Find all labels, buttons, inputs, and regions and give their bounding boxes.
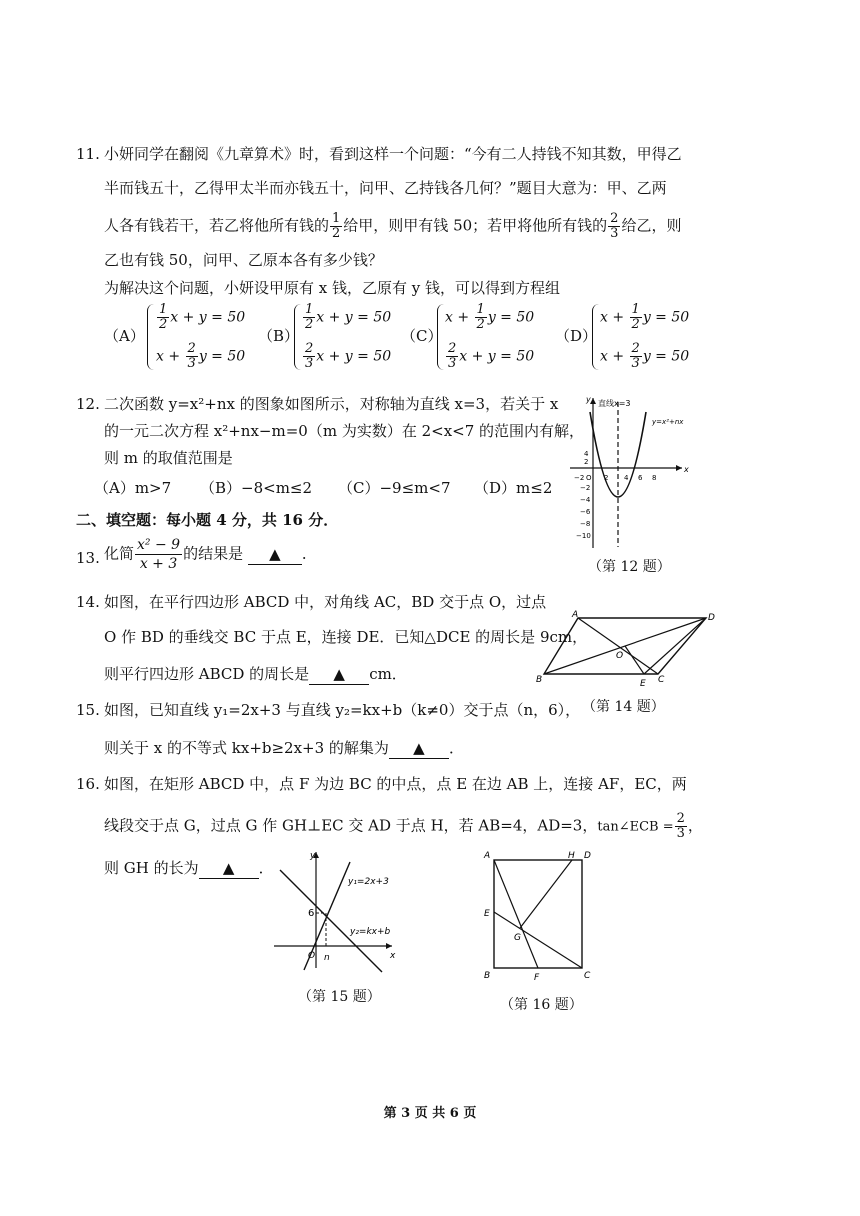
y-tick-neg8: −8 xyxy=(580,520,591,528)
y-tick-neg6: −6 xyxy=(580,508,591,516)
rectangle-abcd xyxy=(494,860,582,968)
option-a-eq2: x + $\frac{2}{3}$ y = 50 xyxy=(156,341,246,371)
y-tick-neg10: −10 xyxy=(576,532,591,540)
q16-line3: 则 GH 的长为 ▲ ． xyxy=(104,859,274,877)
q12-caption: （第 12 题） xyxy=(588,559,671,575)
label-h: H xyxy=(568,851,575,861)
q11-option-a-label: （A） xyxy=(104,327,145,345)
six-label: 6 xyxy=(308,908,315,919)
q11-line5: 为解决这个问题，小妍设甲原有 x 钱，乙原有 y 钱，可以得到方程组 xyxy=(104,279,561,297)
option-b-brace xyxy=(294,304,301,370)
x-axis-label: x xyxy=(684,465,689,474)
q12-number: 12. xyxy=(76,395,100,413)
label-f: F xyxy=(534,973,540,983)
option-c-eq2: $\frac{2}{3}$ x + y = 50 xyxy=(448,341,535,371)
symmetry-axis-label: 直线x=3 xyxy=(598,399,631,408)
label-g: G xyxy=(514,933,521,943)
q13-denominator: x + 3 xyxy=(139,556,178,572)
q16-line1: 如图，在矩形 ABCD 中，点 F 为边 BC 的中点，点 E 在边 AB 上，连接 AF，EC，两 xyxy=(104,775,687,793)
y-axis-label: y xyxy=(310,851,316,861)
q16-caption: （第 16 题） xyxy=(500,997,583,1013)
q14-caption: （第 14 题） xyxy=(582,699,665,715)
y2-label: y₂=kx+b xyxy=(350,927,391,937)
option-d-eq1: x + $\frac{1}{2}$ y = 50 xyxy=(600,302,690,332)
curve-label: y=x²+nx xyxy=(652,418,684,426)
q13-numerator: x² − 9 xyxy=(137,537,181,553)
q12-line1: 二次函数 y=x²+nx 的图象如图所示，对称轴为直线 x=3，若关于 x xyxy=(104,395,559,413)
q13-suffix: 的结果是 xyxy=(183,544,244,563)
q11-option-b-label: （B） xyxy=(258,327,300,345)
fraction-one-half: $\frac{1}{2}$ xyxy=(332,211,341,241)
q12-line3: 则 m 的取值范围是 xyxy=(104,449,233,467)
q12-line2: 的一元二次方程 x²+nx−m=0（m 为实数）在 2<x<7 的范围内有解， xyxy=(104,422,585,440)
label-d: D xyxy=(708,613,715,623)
q13-body: 化简 $\frac{\text{x² − 9}}{x + 3}$ 的结果是 ▲ ． xyxy=(104,537,317,572)
q15-answer-blank[interactable]: ▲ xyxy=(389,738,449,759)
q14-number: 14. xyxy=(76,593,100,611)
y-axis-label: y xyxy=(586,395,591,404)
fraction-two-thirds-tan: $\frac{2}{3}$ xyxy=(676,811,685,841)
q14-line3: 则平行四边形 ABCD 的周长是 ▲ cm． xyxy=(104,665,407,683)
option-a-eq1: $\frac{1}{2}$ x + y = 50 xyxy=(159,302,246,332)
q15-caption: （第 15 题） xyxy=(298,989,381,1005)
label-e: E xyxy=(484,909,490,919)
label-e: E xyxy=(640,679,646,689)
tan-ecb: tan∠ECB = xyxy=(597,819,674,835)
q13-number: 13. xyxy=(76,549,100,567)
label-o: O xyxy=(616,651,624,661)
section2-heading: 二、填空题：每小题 4 分，共 16 分． xyxy=(76,511,339,529)
q14-line2: O 作 BD 的垂线交 BC 于点 E，连接 DE．已知△DCE 的周长是 9cm， xyxy=(104,628,588,646)
q13-answer-blank[interactable]: ▲ xyxy=(248,544,302,565)
q13-fraction xyxy=(135,536,182,573)
option-d-brace xyxy=(592,304,599,370)
q11-line1: 小妍同学在翻阅《九章算术》时，看到这样一个问题：“今有二人持钱不知其数，甲得乙 xyxy=(104,145,682,163)
x-axis-label: x xyxy=(390,951,396,961)
q14-answer-blank[interactable]: ▲ xyxy=(309,664,369,685)
label-c: C xyxy=(658,675,665,685)
option-a-brace xyxy=(147,304,154,370)
q14-line1: 如图，在平行四边形 ABCD 中，对角线 AC，BD 交于点 O，过点 xyxy=(104,593,547,611)
y-tick-2: 2 xyxy=(584,458,589,466)
label-b: B xyxy=(536,675,543,685)
segment-ec xyxy=(494,912,582,968)
q16-answer-blank[interactable]: ▲ xyxy=(199,858,259,879)
option-b-eq2: $\frac{2}{3}$ x + y = 50 xyxy=(305,341,392,371)
segment-de xyxy=(644,618,706,674)
option-c-eq1: x + $\frac{1}{2}$ y = 50 xyxy=(445,302,535,332)
x-tick-2: 2 xyxy=(604,474,609,482)
q11-option-c-label: （C） xyxy=(401,327,443,345)
q15-line2: 则关于 x 的不等式 kx+b≥2x+3 的解集为 ▲ ． xyxy=(104,739,464,757)
label-a: A xyxy=(572,610,579,620)
y-tick-neg2: −2 xyxy=(580,484,591,492)
segment-gh xyxy=(520,860,572,928)
diagonal-ac xyxy=(578,618,658,674)
x-tick-6: 6 xyxy=(638,474,643,482)
label-d: D xyxy=(584,851,591,861)
option-d-eq2: x + $\frac{2}{3}$ y = 50 xyxy=(600,341,690,371)
y-tick-neg4: −4 xyxy=(580,496,591,504)
fraction-two-thirds: $\frac{2}{3}$ xyxy=(610,211,619,241)
q12-option-a: （A）m>7 xyxy=(94,479,172,497)
q15-line1: 如图，已知直线 y₁=2x+3 与直线 y₂=kx+b（k≠0）交于点（n，6）， xyxy=(104,701,581,719)
label-c: C xyxy=(584,971,591,981)
q12-option-b: （B）−8<m≤2 xyxy=(200,479,313,497)
q15-number: 15. xyxy=(76,701,100,719)
q11-line4: 乙也有钱 50，问甲、乙原本各有多少钱？ xyxy=(104,251,383,269)
page-footer: 第 3 页 共 6 页 xyxy=(383,1106,477,1121)
q12-option-c: （C）−9≤m<7 xyxy=(338,479,451,497)
q12-option-d: （D）m≤2 xyxy=(474,479,553,497)
q11-line3-part3: 给乙，则 xyxy=(621,216,682,235)
q11-line2: 半而钱五十，乙得甲太半而亦钱五十，问甲、乙持钱各几何？”题目大意为：甲、乙两 xyxy=(104,179,667,197)
q16-line2: 线段交于点 G，过点 G 作 GH⊥EC 交 AD 于点 H，若 AB=4，AD=3，tan∠ECB = $\frac{2}{3}$ ， xyxy=(104,811,703,841)
q13-prefix: 化简 xyxy=(104,544,135,563)
origin-label: O xyxy=(586,474,592,482)
q12-parabola-figure xyxy=(560,392,700,552)
q11-option-d-label: （D） xyxy=(555,327,598,345)
q11-line3 xyxy=(104,212,681,241)
q11-line3-part1: 人各有钱若干，若乙将他所有钱的 xyxy=(104,216,330,235)
segment-oe xyxy=(625,646,644,674)
q14-parallelogram-figure xyxy=(536,610,716,690)
label-b: B xyxy=(484,971,491,981)
x-tick-8: 8 xyxy=(652,474,657,482)
y-tick-4: 4 xyxy=(584,450,589,458)
q11-number: 11. xyxy=(76,145,100,163)
q16-number: 16. xyxy=(76,775,100,793)
option-c-brace xyxy=(437,304,444,370)
y1-label: y₁=2x+3 xyxy=(348,877,389,887)
n-label: n xyxy=(324,953,330,963)
x-tick-4: 4 xyxy=(624,474,629,482)
origin-label: O xyxy=(308,951,316,961)
q11-line3-part2: 给甲，则甲有钱 50；若甲将他所有钱的 xyxy=(343,216,608,235)
option-b-eq1: $\frac{1}{2}$ x + y = 50 xyxy=(305,302,392,332)
x-tick-neg2: −2 xyxy=(574,474,585,482)
label-a: A xyxy=(484,851,491,861)
q16-rectangle-figure xyxy=(480,846,600,986)
q15-lines-figure xyxy=(270,846,400,976)
